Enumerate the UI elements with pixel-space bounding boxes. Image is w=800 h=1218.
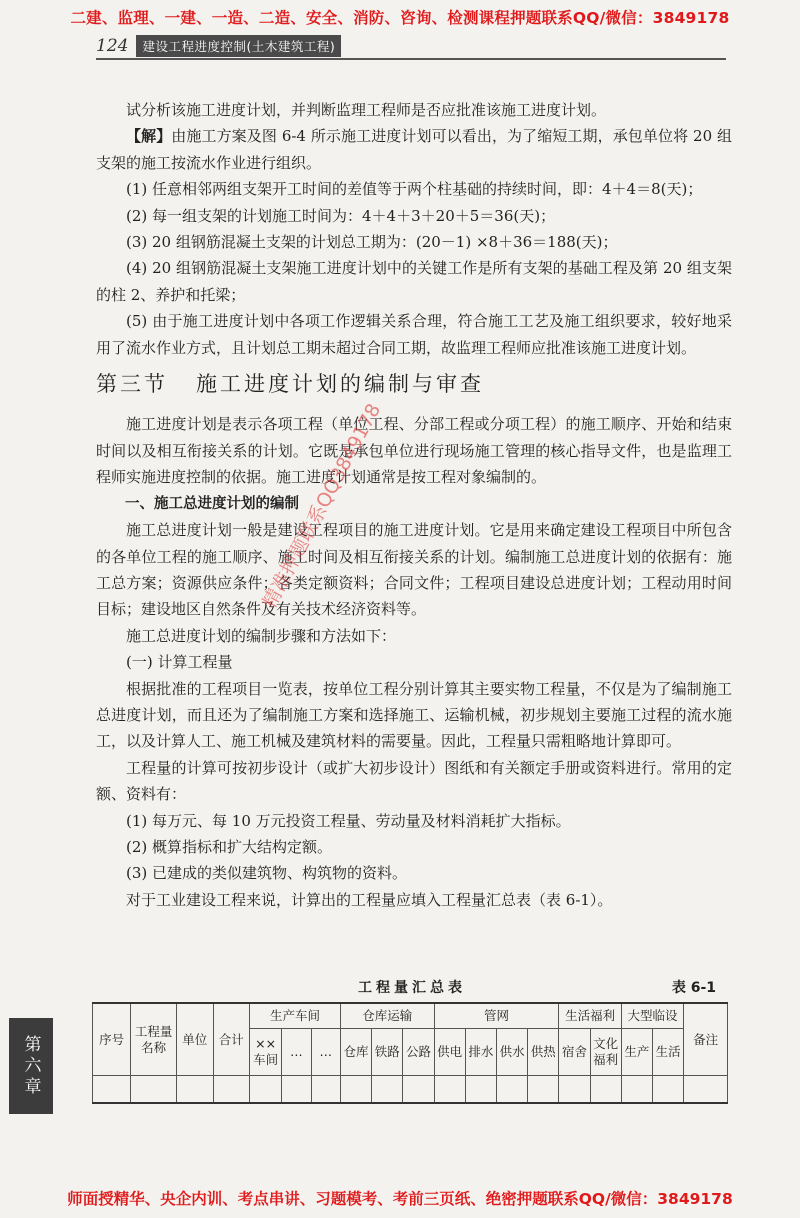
table-cell — [176, 1076, 213, 1104]
quantity-summary-table — [92, 1002, 728, 1104]
sub-dots: … — [282, 1029, 311, 1076]
table-cell — [590, 1076, 621, 1104]
sub-culture: 文化福利 — [590, 1029, 621, 1076]
header-name: 工程量名称 — [131, 1003, 177, 1076]
watermark: 精准押题联系QQ3849178 — [258, 400, 386, 613]
table-cell — [496, 1076, 527, 1104]
section-number: 第三节 — [96, 372, 168, 397]
sub-dots: … — [311, 1029, 340, 1076]
list-item: (3) 已建成的类似建筑物、构筑物的资料。 — [126, 864, 408, 883]
sub-life: 生活 — [652, 1029, 683, 1076]
paragraph: 对于工业建设工程来说，计算出的工程量应填入工程量汇总表（表 6-1）。 — [126, 890, 613, 909]
paragraph: 试分析该施工进度计划，并判断监理工程师是否应批准该施工进度计划。 — [126, 101, 607, 119]
sub-power: 供电 — [434, 1029, 465, 1076]
table-cell — [684, 1076, 728, 1104]
group-temp: 大型临设 — [621, 1003, 683, 1029]
sub-heat: 供热 — [528, 1029, 559, 1076]
list-item: (5) 由于施工进度计划中各项工作逻辑关系合理，符合施工工艺及施工组织要求，较好地采用了流水作业方式，且计划总工期未超过合同工期，故监理工程师应批准该施工进度计划。 — [96, 312, 732, 357]
table-cell — [282, 1076, 311, 1104]
solution-label: 【解】 — [126, 127, 172, 146]
sub-water: 供水 — [496, 1029, 527, 1076]
group-storage: 仓库运输 — [340, 1003, 434, 1029]
table-cell — [340, 1076, 371, 1104]
sub-dorm: 宿舍 — [559, 1029, 590, 1076]
sub-warehouse: 仓库 — [340, 1029, 371, 1076]
sub-road: 公路 — [403, 1029, 434, 1076]
table-cell — [434, 1076, 465, 1104]
solution-text: 由施工方案及图 6-4 所示施工进度计划可以看出，为了缩短工期，承包单位将 20 组支架的施工按流水作业进行组织。 — [96, 127, 732, 172]
page-header — [96, 35, 341, 57]
group-workshop: 生产车间 — [250, 1003, 341, 1029]
list-item: (3) 20 组钢筋混凝土支架的计划总工期为：(20－1) ×8＋36＝188(天)； — [126, 233, 618, 252]
page-content — [96, 97, 732, 913]
table-cell — [250, 1076, 282, 1104]
sub-prod: 生产 — [621, 1029, 652, 1076]
group-pipe: 管网 — [434, 1003, 559, 1029]
header-remark: 备注 — [684, 1003, 728, 1076]
section-heading — [96, 371, 732, 397]
paragraph: 施工总进度计划的编制步骤和方法如下： — [126, 626, 397, 645]
paragraph: 施工进度计划是表示各项工程（单位工程、分部工程或分项工程）的施工顺序、开始和结束时间以及相互衔接关系的计划。它既是承包单位进行现场施工管理的核心指导文件，也是监理工程师实施进度控制的依据。施工进度计划通常是按工程对象编制的。 — [96, 415, 732, 487]
paragraph: 施工总进度计划一般是建设工程项目的施工进度计划。它是用来确定建设工程项目中所包含的各单位工程的施工顺序、施工时间及相互衔接关系的计划。编制施工总进度计划的依据有：施工总方案；资源供应条件；各类定额资料；合同文件；工程项目建设总进度计划；工程动用时间目标；建设地区自然条件及有关技术经济资料等。 — [96, 521, 732, 619]
promo-banner-bottom: 师面授精华、央企内训、考点串讲、习题模考、考前三页纸、绝密押题联系QQ/微信：3849178 — [67, 1190, 733, 1208]
header-unit: 单位 — [176, 1003, 213, 1076]
sub-railway: 铁路 — [372, 1029, 403, 1076]
table-cell — [213, 1076, 250, 1104]
group-welfare: 生活福利 — [559, 1003, 621, 1029]
table-cell — [93, 1076, 131, 1104]
paragraph: 根据批准的工程项目一览表，按单位工程分别计算其主要实物工程量，不仅是为了编制施工总进度计划，而且还为了编制施工方案和选择施工、运输机械，初步规划主要施工过程的流水施工，以及计算人工、施工机械及建筑材料的需要量。因此，工程量只需粗略地计算即可。 — [96, 679, 732, 751]
table-cell — [621, 1076, 652, 1104]
table-cell — [528, 1076, 559, 1104]
table-number: 表 6-1 — [671, 980, 716, 996]
subheading: (一) 计算工程量 — [126, 653, 233, 672]
list-item: (1) 每万元、每 10 万元投资工程量、劳动量及材料消耗扩大指标。 — [126, 811, 571, 830]
book-title: 建设工程进度控制(土木建筑工程) — [136, 35, 341, 57]
table-cell — [372, 1076, 403, 1104]
solution-paragraph — [96, 123, 732, 176]
subheading: 一、施工总进度计划的编制 — [125, 495, 299, 512]
chapter-tab: 第六章 — [9, 1018, 53, 1114]
table-title: 工程量汇总表 — [358, 980, 466, 996]
section-title: 施工进度计划的编制与审查 — [196, 372, 484, 397]
list-item: (4) 20 组钢筋混凝土支架施工进度计划中的关键工作是所有支架的基础工程及第 20 组支架的柱 2、养护和托梁； — [96, 259, 732, 304]
table-cell — [311, 1076, 340, 1104]
table-cell — [559, 1076, 590, 1104]
page-number: 124 — [96, 36, 129, 56]
table-cell — [131, 1076, 177, 1104]
list-item: (2) 每一组支架的计划施工时间为：4＋4＋3＋20＋5＝36(天)； — [126, 206, 556, 225]
header-seq: 序号 — [93, 1003, 131, 1076]
table-cell — [652, 1076, 683, 1104]
table-cell — [465, 1076, 496, 1104]
table-caption — [96, 977, 726, 997]
header-total: 合计 — [213, 1003, 250, 1076]
header-rule — [96, 58, 726, 60]
promo-banner-top: 二建、监理、一建、一造、二造、安全、消防、咨询、检测课程押题联系QQ/微信：3849178 — [70, 9, 730, 27]
sub-drain: 排水 — [465, 1029, 496, 1076]
sub-workshop: ××车间 — [250, 1029, 282, 1076]
list-item: (2) 概算指标和扩大结构定额。 — [126, 837, 333, 856]
paragraph: 工程量的计算可按初步设计（或扩大初步设计）图纸和有关额定手册或资料进行。常用的定额、资料有： — [96, 758, 732, 804]
list-item: (1) 任意相邻两组支架开工时间的差值等于两个柱基础的持续时间，即：4＋4＝8(天)； — [126, 180, 703, 199]
table-cell — [403, 1076, 434, 1104]
